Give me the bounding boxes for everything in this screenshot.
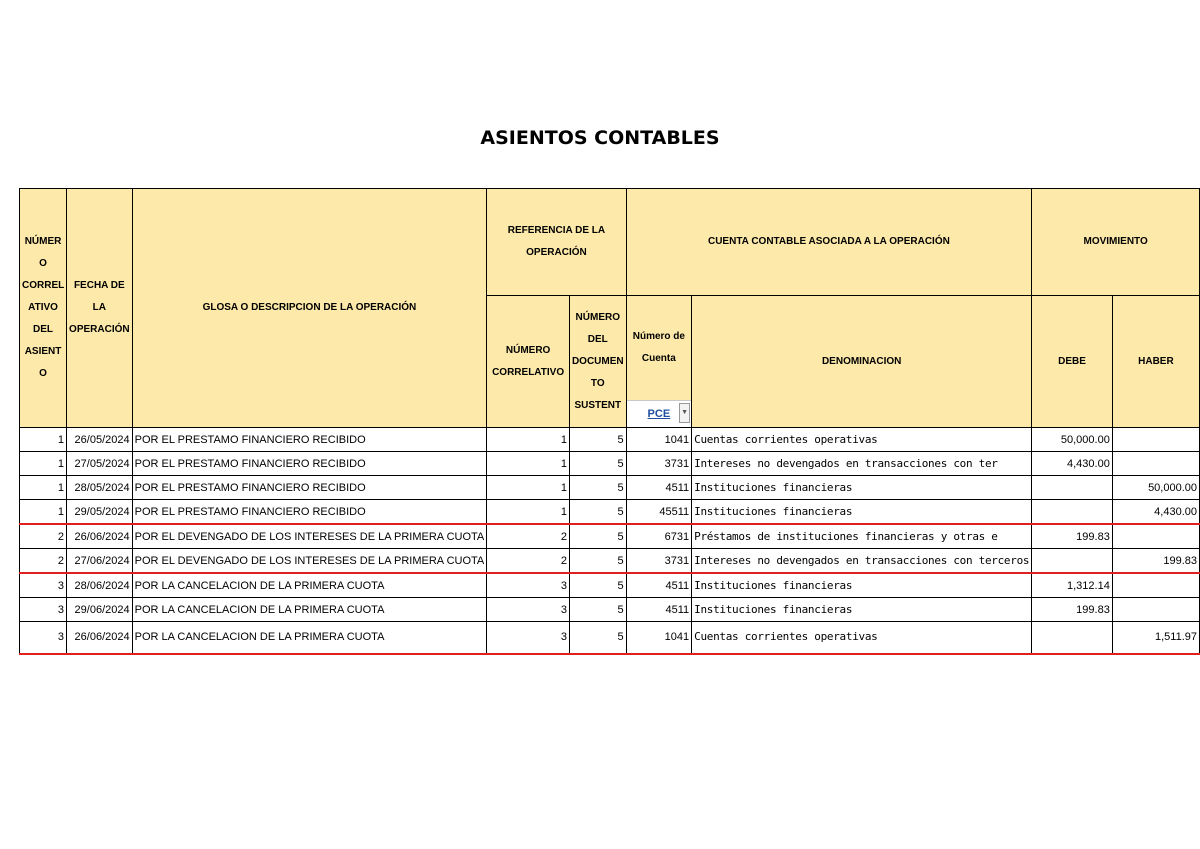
cell-correlativo: 2: [487, 524, 570, 549]
cell-correlativo: 3: [487, 622, 570, 654]
header-numero-cuenta: Número de Cuenta: [632, 331, 685, 364]
cell-debe: 199.83: [1032, 524, 1113, 549]
cell-denominacion: Préstamos de instituciones financieras y otras e: [692, 524, 1032, 549]
cell-denominacion: Instituciones financieras: [692, 598, 1032, 622]
cell-debe: [1032, 476, 1113, 500]
header-referencia: REFERENCIA DE LA OPERACIÓN: [487, 189, 626, 296]
cell-documento: 5: [569, 573, 626, 598]
cell-correlativo: 1: [487, 500, 570, 525]
page-title: ASIENTOS CONTABLES: [480, 127, 720, 149]
header-numero-cuenta-cell: [626, 296, 692, 428]
cell-cuenta: 3731: [626, 549, 692, 574]
header-num-correlativo: NÚMERO CORRELATIVO: [487, 296, 570, 428]
cell-asiento: 2: [20, 524, 67, 549]
cell-correlativo: 3: [487, 598, 570, 622]
cell-fecha: 26/05/2024: [67, 428, 133, 452]
cell-haber: 1,511.97: [1112, 622, 1199, 654]
cell-fecha: 28/06/2024: [67, 573, 133, 598]
table-row: [20, 452, 1200, 476]
cell-glosa: POR EL DEVENGADO DE LOS INTERESES DE LA PRIMERA CUOTA: [132, 549, 487, 574]
cell-cuenta: 4511: [626, 573, 692, 598]
header-asiento-number: NÚMER O CORREL ATIVO DEL ASIENT O: [20, 189, 67, 428]
cell-haber: [1112, 598, 1199, 622]
header-glosa: GLOSA O DESCRIPCION DE LA OPERACIÓN: [132, 189, 487, 428]
cell-glosa: POR EL DEVENGADO DE LOS INTERESES DE LA PRIMERA CUOTA: [132, 524, 487, 549]
dropdown-arrow-icon[interactable]: ▼: [679, 403, 690, 423]
cell-debe: [1032, 622, 1113, 654]
cell-denominacion: Intereses no devengados en transacciones con ter: [692, 452, 1032, 476]
cell-asiento: 1: [20, 428, 67, 452]
cell-denominacion: Instituciones financieras: [692, 500, 1032, 525]
cell-correlativo: 3: [487, 573, 570, 598]
header-fecha: FECHA DE LA OPERACIÓN: [67, 189, 133, 428]
cell-asiento: 3: [20, 573, 67, 598]
cell-debe: 4,430.00: [1032, 452, 1113, 476]
cell-haber: 50,000.00: [1112, 476, 1199, 500]
cell-haber: 199.83: [1112, 549, 1199, 574]
table-row: [20, 428, 1200, 452]
cell-asiento: 3: [20, 598, 67, 622]
cell-asiento: 1: [20, 500, 67, 525]
cell-haber: [1112, 428, 1199, 452]
cell-glosa: POR EL PRESTAMO FINANCIERO RECIBIDO: [132, 500, 487, 525]
cell-denominacion: Intereses no devengados en transacciones con terceros: [692, 549, 1032, 574]
cell-denominacion: Cuentas corrientes operativas: [692, 428, 1032, 452]
header-movimiento: MOVIMIENTO: [1032, 189, 1200, 296]
cell-fecha: 27/05/2024: [67, 452, 133, 476]
cell-fecha: 27/06/2024: [67, 549, 133, 574]
cell-documento: 5: [569, 452, 626, 476]
header-debe: DEBE: [1032, 296, 1113, 428]
cell-haber: [1112, 452, 1199, 476]
header-cuenta-contable: CUENTA CONTABLE ASOCIADA A LA OPERACIÓN: [626, 189, 1032, 296]
cell-denominacion: Cuentas corrientes operativas: [692, 622, 1032, 654]
table-row: [20, 476, 1200, 500]
cell-denominacion: Instituciones financieras: [692, 573, 1032, 598]
cell-asiento: 2: [20, 549, 67, 574]
table-row: [20, 524, 1200, 549]
cell-denominacion: Instituciones financieras: [692, 476, 1032, 500]
cell-documento: 5: [569, 549, 626, 574]
cell-documento: 5: [569, 622, 626, 654]
cell-asiento: 3: [20, 622, 67, 654]
cell-glosa: POR EL PRESTAMO FINANCIERO RECIBIDO: [132, 452, 487, 476]
accounting-entries-table: [19, 188, 1200, 655]
cell-fecha: 29/06/2024: [67, 598, 133, 622]
cell-correlativo: 2: [487, 549, 570, 574]
cell-fecha: 26/06/2024: [67, 524, 133, 549]
cell-fecha: 29/05/2024: [67, 500, 133, 525]
cell-haber: [1112, 573, 1199, 598]
cell-glosa: POR LA CANCELACION DE LA PRIMERA CUOTA: [132, 598, 487, 622]
cell-glosa: POR EL PRESTAMO FINANCIERO RECIBIDO: [132, 428, 487, 452]
cell-asiento: 1: [20, 452, 67, 476]
cell-cuenta: 6731: [626, 524, 692, 549]
cell-haber: 4,430.00: [1112, 500, 1199, 525]
cell-glosa: POR EL PRESTAMO FINANCIERO RECIBIDO: [132, 476, 487, 500]
cell-cuenta: 45511: [626, 500, 692, 525]
cell-cuenta: 4511: [626, 476, 692, 500]
table-row: [20, 598, 1200, 622]
cell-debe: 50,000.00: [1032, 428, 1113, 452]
cell-glosa: POR LA CANCELACION DE LA PRIMERA CUOTA: [132, 573, 487, 598]
cell-correlativo: 1: [487, 452, 570, 476]
cell-documento: 5: [569, 476, 626, 500]
cell-cuenta: 1041: [626, 622, 692, 654]
cell-documento: 5: [569, 500, 626, 525]
cell-debe: 199.83: [1032, 598, 1113, 622]
cell-debe: [1032, 500, 1113, 525]
cell-documento: 5: [569, 428, 626, 452]
cell-documento: 5: [569, 524, 626, 549]
cell-cuenta: 1041: [626, 428, 692, 452]
cell-fecha: 28/05/2024: [67, 476, 133, 500]
cell-documento: 5: [569, 598, 626, 622]
table-row: [20, 622, 1200, 654]
cell-debe: 1,312.14: [1032, 573, 1113, 598]
cell-glosa: POR LA CANCELACION DE LA PRIMERA CUOTA: [132, 622, 487, 654]
cell-fecha: 26/06/2024: [67, 622, 133, 654]
cell-cuenta: 3731: [626, 452, 692, 476]
cell-haber: [1112, 524, 1199, 549]
cell-cuenta: 4511: [626, 598, 692, 622]
cell-asiento: 1: [20, 476, 67, 500]
cell-correlativo: 1: [487, 428, 570, 452]
header-num-documento: NÚMERO DEL DOCUMEN TO SUSTENT: [569, 296, 626, 428]
header-haber: HABER: [1112, 296, 1199, 428]
table-row: [20, 500, 1200, 525]
cell-correlativo: 1: [487, 476, 570, 500]
cell-debe: [1032, 549, 1113, 574]
pce-link[interactable]: PCE: [647, 408, 671, 420]
header-denominacion: DENOMINACION: [692, 296, 1032, 428]
table-row: [20, 549, 1200, 574]
table-row: [20, 573, 1200, 598]
